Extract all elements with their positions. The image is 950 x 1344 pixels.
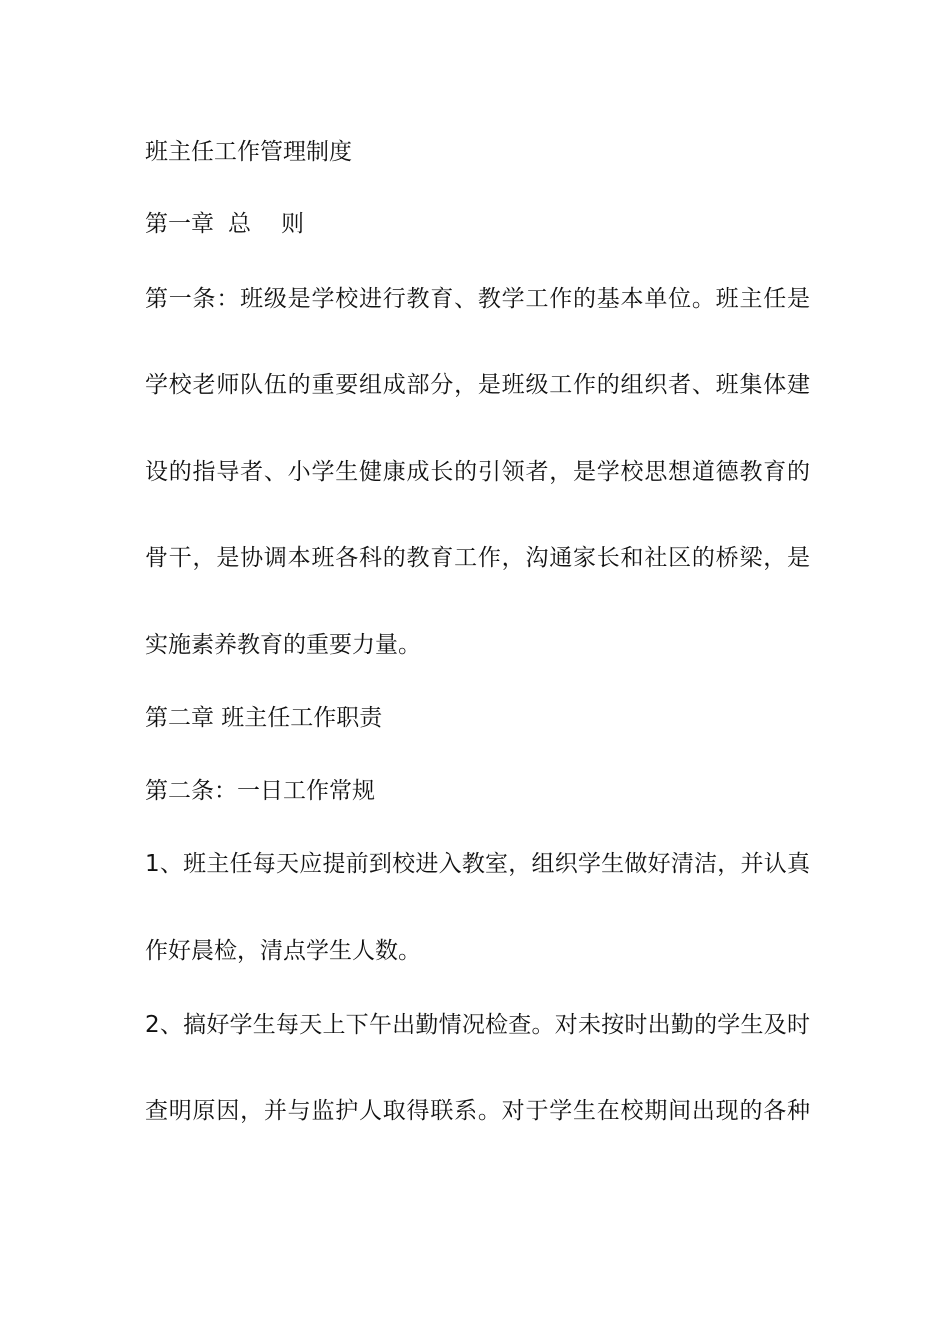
article1-line: 设的指导者、小学生健康成长的引领者，是学校思想道德教育的 bbox=[145, 459, 810, 485]
item1-line: 作好晨检，清点学生人数。 bbox=[145, 938, 421, 964]
article1-line: 第一条：班级是学校进行教育、教学工作的基本单位。班主任是 bbox=[145, 286, 810, 312]
item2-line: 2、搞好学生每天上下午出勤情况检查。对未按时出勤的学生及时 bbox=[145, 1012, 810, 1038]
chapter1-word1: 总 bbox=[228, 211, 251, 237]
chapter1-word2: 则 bbox=[281, 211, 304, 237]
chapter2-heading: 第二章 班主任工作职责 bbox=[145, 705, 383, 731]
article1-line: 实施素养教育的重要力量。 bbox=[145, 632, 421, 658]
article2-heading: 第二条：一日工作常规 bbox=[145, 778, 375, 804]
chapter1-heading bbox=[145, 209, 810, 239]
document-title: 班主任工作管理制度 bbox=[145, 139, 352, 165]
item1-line: 1、班主任每天应提前到校进入教室，组织学生做好清洁，并认真 bbox=[145, 851, 810, 877]
article1-line: 骨干，是协调本班各科的教育工作，沟通家长和社区的桥梁，是 bbox=[145, 545, 810, 571]
item2-line: 查明原因，并与监护人取得联系。对于学生在校期间出现的各种 bbox=[145, 1098, 810, 1124]
chapter1-label: 第一章 bbox=[145, 211, 214, 237]
article1-line: 学校老师队伍的重要组成部分，是班级工作的组织者、班集体建 bbox=[145, 372, 810, 398]
